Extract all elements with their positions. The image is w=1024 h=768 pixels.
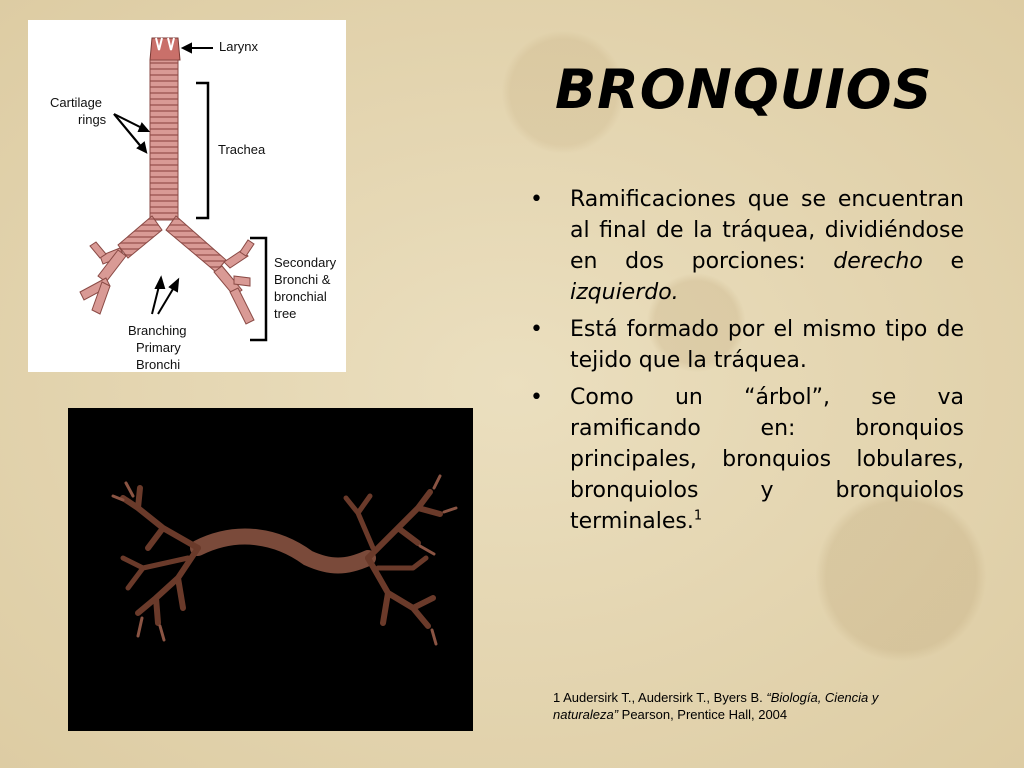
footnote-prefix: 1 Audersirk T., Audersirk T., Byers B. (553, 690, 767, 705)
footnote-reference: 1 (693, 508, 703, 524)
bullet-italic-izquierdo: izquierdo. (570, 280, 679, 305)
label-secondary-4: tree (274, 306, 297, 321)
footnote-book-title: “Biología, Ciencia y naturaleza” (553, 690, 879, 722)
bullet-marker: • (530, 317, 543, 342)
larynx-shape (150, 38, 180, 60)
label-cartilage: Cartilage (50, 95, 103, 110)
left-secondary-bronchi (80, 242, 126, 314)
bullet-item-2 (530, 314, 964, 376)
bullet-marker: • (530, 187, 543, 212)
slide-title: BRONQUIOS (555, 58, 933, 121)
left-primary-bronchus (118, 216, 162, 258)
annotation-brackets (196, 83, 266, 340)
bronchial-cast-specimen (68, 408, 473, 731)
label-secondary-2: Bronchi & (274, 272, 331, 287)
bronchi-diagram (28, 20, 346, 372)
bullet-italic-derecho: derecho (833, 249, 923, 274)
bullet-text: Como un “árbol”, se va ramificando en: bronquios principales, bronquios lobulares, bronquiolos y bronquiolos terminales. (570, 385, 964, 534)
footnote-suffix: Pearson, Prentice Hall, 2004 (618, 707, 788, 722)
right-primary-bronchus (166, 216, 226, 272)
label-rings: rings (78, 112, 107, 127)
label-trachea: Trachea (218, 142, 266, 157)
bronchial-tree-photo (68, 408, 473, 731)
bullet-text: Está formado por el mismo tipo de tejido que la tráquea. (570, 317, 964, 373)
label-secondary-3: bronchial (274, 289, 327, 304)
bullet-list (530, 184, 964, 543)
bullet-item-1 (530, 184, 964, 308)
bullet-marker: • (530, 385, 543, 410)
right-secondary-bronchi (214, 240, 254, 324)
footnote (553, 689, 933, 723)
bullet-item-3 (530, 382, 964, 537)
trachea-tube (150, 60, 178, 220)
bullet-text-connector: e (922, 249, 965, 274)
label-branching-1: Branching (128, 323, 187, 338)
label-branching-3: Bronchi (136, 357, 181, 372)
bullet-text: Ramificaciones que se encuentran al final de la tráquea, dividiéndose en dos porciones: (570, 187, 964, 274)
label-larynx: Larynx (219, 39, 259, 54)
label-secondary-1: Secondary (274, 255, 337, 270)
trachea-illustration (28, 20, 346, 372)
label-branching-2: Primary (136, 340, 181, 355)
